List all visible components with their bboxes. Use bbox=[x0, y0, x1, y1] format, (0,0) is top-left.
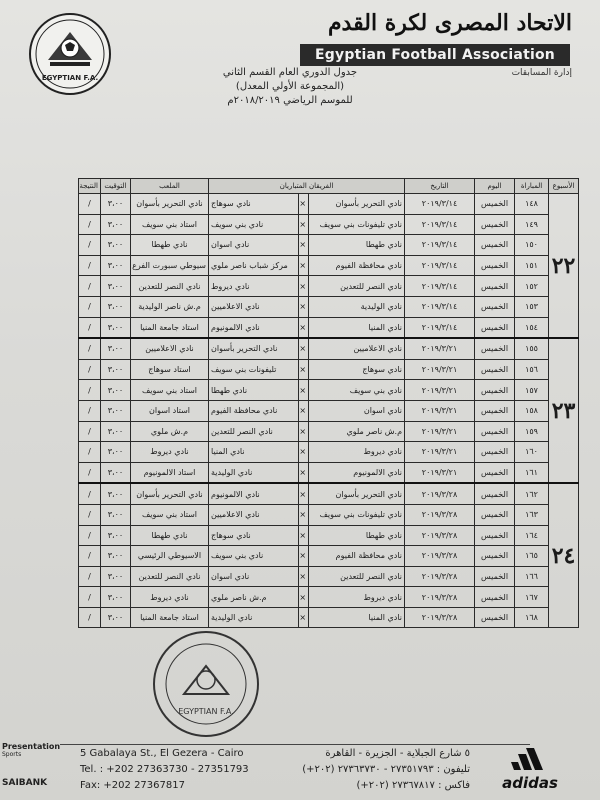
match-date: ٢٠١٩/٣/١٤ bbox=[405, 255, 475, 276]
home-team: نادي الاعلاميين bbox=[309, 338, 405, 359]
away-team: م.ش ناصر ملوي bbox=[209, 587, 299, 608]
footer-address-en: 5 Gabalaya St., El Gezera - Cairo bbox=[80, 748, 244, 759]
match-number: ١٦١ bbox=[515, 462, 549, 483]
away-team: نادي الوليدية bbox=[209, 462, 299, 483]
match-result: / bbox=[79, 442, 101, 463]
match-number: ١٦٠ bbox=[515, 442, 549, 463]
match-result: / bbox=[79, 546, 101, 567]
away-team: نادي بني سويف bbox=[209, 214, 299, 235]
footer-english-contact bbox=[80, 746, 249, 794]
match-stadium: استاد جامعة المنيا bbox=[131, 607, 209, 628]
table-row bbox=[79, 338, 579, 359]
vs-symbol: × bbox=[299, 607, 309, 628]
match-time: ٣،٠٠ bbox=[101, 566, 131, 587]
department-label: إدارة المسابقات bbox=[511, 68, 572, 78]
match-result: / bbox=[79, 483, 101, 504]
home-team: نادي ديروط bbox=[309, 442, 405, 463]
header-result: النتيجة bbox=[79, 179, 101, 194]
away-team: نادي اسوان bbox=[209, 235, 299, 256]
schedule-title-line2: (المجموعة الأولي المعدل) bbox=[235, 81, 345, 92]
match-time: ٣،٠٠ bbox=[101, 525, 131, 546]
match-stadium: استاد جامعة المنيا bbox=[131, 317, 209, 338]
schedule-title-line3: للموسم الرياضي ٢٠١٨/٢٠١٩م bbox=[227, 95, 353, 106]
table-row bbox=[79, 194, 579, 215]
match-number: ١٦٥ bbox=[515, 546, 549, 567]
vs-symbol: × bbox=[299, 380, 309, 401]
match-result: / bbox=[79, 504, 101, 525]
match-number: ١٦٤ bbox=[515, 525, 549, 546]
stamp-text: EGYPTIAN F.A. bbox=[178, 707, 234, 716]
match-stadium: الاسيوطي الرئيسي bbox=[131, 546, 209, 567]
footer-arabic-contact bbox=[302, 746, 470, 794]
match-result: / bbox=[79, 380, 101, 401]
match-day: الخميس bbox=[475, 504, 515, 525]
match-day: الخميس bbox=[475, 525, 515, 546]
footer-tel-en: Tel. : +202 27363730 - 27351793 bbox=[80, 764, 249, 775]
vs-symbol: × bbox=[299, 421, 309, 442]
footer-tel-ar: تليفون : ٢٧٣٥١٧٩٣ - ٢٧٣٦٣٧٣٠ (٢٠٢+) bbox=[302, 764, 470, 775]
schedule-title bbox=[190, 66, 390, 108]
match-date: ٢٠١٩/٣/٢٨ bbox=[405, 525, 475, 546]
header-teams: الفريقان المتباريان bbox=[209, 179, 405, 194]
away-team: نادي الالمونيوم bbox=[209, 483, 299, 504]
match-date: ٢٠١٩/٣/٢٨ bbox=[405, 483, 475, 504]
match-result: / bbox=[79, 462, 101, 483]
header-day: اليوم bbox=[475, 179, 515, 194]
home-team: م.ش ناصر ملوي bbox=[309, 421, 405, 442]
home-team: نادي الالمونيوم bbox=[309, 462, 405, 483]
match-time: ٣،٠٠ bbox=[101, 255, 131, 276]
match-date: ٢٠١٩/٣/١٤ bbox=[405, 194, 475, 215]
match-day: الخميس bbox=[475, 338, 515, 359]
vs-symbol: × bbox=[299, 504, 309, 525]
match-day: الخميس bbox=[475, 483, 515, 504]
footer-fax-en: Fax: +202 27367817 bbox=[80, 780, 185, 791]
match-number: ١٤٨ bbox=[515, 194, 549, 215]
sponsor-adidas bbox=[500, 748, 560, 792]
match-number: ١٤٩ bbox=[515, 214, 549, 235]
table-row bbox=[79, 400, 579, 421]
match-number: ١٥٦ bbox=[515, 359, 549, 380]
match-day: الخميس bbox=[475, 607, 515, 628]
match-stadium: نادي النصر للتعدين bbox=[131, 276, 209, 297]
match-result: / bbox=[79, 566, 101, 587]
match-result: / bbox=[79, 421, 101, 442]
table-row bbox=[79, 380, 579, 401]
home-team: نادي المنيا bbox=[309, 607, 405, 628]
match-stadium: استاد سوهاج bbox=[131, 359, 209, 380]
match-day: الخميس bbox=[475, 380, 515, 401]
match-number: ١٦٣ bbox=[515, 504, 549, 525]
away-team: نادي بني سويف bbox=[209, 546, 299, 567]
week-number: ٢٣ bbox=[549, 338, 579, 483]
table-row bbox=[79, 442, 579, 463]
table-row bbox=[79, 587, 579, 608]
match-time: ٣،٠٠ bbox=[101, 276, 131, 297]
match-date: ٢٠١٩/٣/٢١ bbox=[405, 359, 475, 380]
sponsor-presentation bbox=[2, 742, 64, 758]
vs-symbol: × bbox=[299, 338, 309, 359]
match-date: ٢٠١٩/٣/٢١ bbox=[405, 442, 475, 463]
away-team: نادي التحرير بأسوان bbox=[209, 338, 299, 359]
home-team: نادي الوليدية bbox=[309, 296, 405, 317]
home-team: نادي اسوان bbox=[309, 400, 405, 421]
away-team: نادي الوليدية bbox=[209, 607, 299, 628]
home-team: نادي المنيا bbox=[309, 317, 405, 338]
match-number: ١٥٢ bbox=[515, 276, 549, 297]
table-row bbox=[79, 483, 579, 504]
match-stadium: نادي ديروط bbox=[131, 442, 209, 463]
header-time: التوقيت bbox=[101, 179, 131, 194]
table-row bbox=[79, 566, 579, 587]
sponsor-saibank: SAIBANK bbox=[2, 778, 48, 788]
match-day: الخميس bbox=[475, 235, 515, 256]
official-stamp bbox=[150, 628, 262, 740]
match-time: ٣،٠٠ bbox=[101, 587, 131, 608]
vs-symbol: × bbox=[299, 255, 309, 276]
vs-symbol: × bbox=[299, 462, 309, 483]
match-date: ٢٠١٩/٣/٢٨ bbox=[405, 546, 475, 567]
match-number: ١٥١ bbox=[515, 255, 549, 276]
vs-symbol: × bbox=[299, 214, 309, 235]
match-day: الخميس bbox=[475, 421, 515, 442]
match-result: / bbox=[79, 276, 101, 297]
match-number: ١٦٧ bbox=[515, 587, 549, 608]
match-result: / bbox=[79, 359, 101, 380]
match-date: ٢٠١٩/٣/٢١ bbox=[405, 421, 475, 442]
match-result: / bbox=[79, 525, 101, 546]
match-stadium: استاد بني سويف bbox=[131, 504, 209, 525]
schedule-title-line1: جدول الدوري العام القسم الثاني bbox=[222, 67, 358, 78]
vs-symbol: × bbox=[299, 235, 309, 256]
match-number: ١٥٧ bbox=[515, 380, 549, 401]
sponsor-presentation-sub: Sports bbox=[2, 751, 22, 758]
table-row bbox=[79, 235, 579, 256]
home-team: نادي بني سويف bbox=[309, 380, 405, 401]
away-team: نادي الالمونيوم bbox=[209, 317, 299, 338]
vs-symbol: × bbox=[299, 194, 309, 215]
table-row bbox=[79, 525, 579, 546]
match-result: / bbox=[79, 400, 101, 421]
match-stadium: نادي طهطا bbox=[131, 235, 209, 256]
table-row bbox=[79, 607, 579, 628]
match-day: الخميس bbox=[475, 255, 515, 276]
away-team: نادي الاعلاميين bbox=[209, 504, 299, 525]
match-time: ٣،٠٠ bbox=[101, 380, 131, 401]
vs-symbol: × bbox=[299, 546, 309, 567]
match-time: ٣،٠٠ bbox=[101, 421, 131, 442]
match-stadium: استاد بني سويف bbox=[131, 214, 209, 235]
match-time: ٣،٠٠ bbox=[101, 317, 131, 338]
match-time: ٣،٠٠ bbox=[101, 483, 131, 504]
match-date: ٢٠١٩/٣/١٤ bbox=[405, 317, 475, 338]
vs-symbol: × bbox=[299, 317, 309, 338]
home-team: نادي النصر للتعدين bbox=[309, 276, 405, 297]
match-stadium: استاد بني سويف bbox=[131, 380, 209, 401]
adidas-wordmark: adidas bbox=[502, 774, 558, 792]
away-team: تليفونات بني سويف bbox=[209, 359, 299, 380]
home-team: نادي طهطا bbox=[309, 525, 405, 546]
header-match: المباراة bbox=[515, 179, 549, 194]
match-number: ١٥٨ bbox=[515, 400, 549, 421]
table-row bbox=[79, 504, 579, 525]
match-stadium: نادي النصر للتعدين bbox=[131, 566, 209, 587]
match-number: ١٦٢ bbox=[515, 483, 549, 504]
match-number: ١٥٤ bbox=[515, 317, 549, 338]
match-date: ٢٠١٩/٣/١٤ bbox=[405, 296, 475, 317]
week-number: ٢٤ bbox=[549, 483, 579, 628]
match-date: ٢٠١٩/٣/١٤ bbox=[405, 276, 475, 297]
home-team: نادي طهطا bbox=[309, 235, 405, 256]
match-day: الخميس bbox=[475, 194, 515, 215]
match-day: الخميس bbox=[475, 587, 515, 608]
match-number: ١٥٣ bbox=[515, 296, 549, 317]
away-team: نادي المنيا bbox=[209, 442, 299, 463]
match-date: ٢٠١٩/٣/٢٨ bbox=[405, 504, 475, 525]
match-date: ٢٠١٩/٣/١٤ bbox=[405, 214, 475, 235]
home-team: نادي التحرير بأسوان bbox=[309, 483, 405, 504]
away-team: نادي النصر للتعدين bbox=[209, 421, 299, 442]
match-time: ٣،٠٠ bbox=[101, 235, 131, 256]
match-time: ٣،٠٠ bbox=[101, 462, 131, 483]
table-row bbox=[79, 296, 579, 317]
match-result: / bbox=[79, 194, 101, 215]
away-team: نادي ديروط bbox=[209, 276, 299, 297]
match-result: / bbox=[79, 296, 101, 317]
header-title-arabic: الاتحاد المصرى لكرة القدم bbox=[327, 10, 572, 36]
away-team: نادي سوهاج bbox=[209, 194, 299, 215]
match-day: الخميس bbox=[475, 442, 515, 463]
match-day: الخميس bbox=[475, 296, 515, 317]
table-row bbox=[79, 462, 579, 483]
away-team: نادي محافظة الفيوم bbox=[209, 400, 299, 421]
away-team: نادي اسوان bbox=[209, 566, 299, 587]
match-time: ٣،٠٠ bbox=[101, 296, 131, 317]
table-row bbox=[79, 359, 579, 380]
footer-divider bbox=[60, 744, 530, 745]
match-result: / bbox=[79, 214, 101, 235]
table-row bbox=[79, 317, 579, 338]
table-row bbox=[79, 421, 579, 442]
match-stadium: نادي طهطا bbox=[131, 525, 209, 546]
match-date: ٢٠١٩/٣/٢١ bbox=[405, 380, 475, 401]
match-day: الخميس bbox=[475, 317, 515, 338]
match-date: ٢٠١٩/٣/٢١ bbox=[405, 338, 475, 359]
adidas-stripes-icon bbox=[510, 748, 550, 770]
efa-logo bbox=[28, 12, 112, 96]
header-date: التاريخ bbox=[405, 179, 475, 194]
match-day: الخميس bbox=[475, 276, 515, 297]
match-stadium: استاد الالمونيوم bbox=[131, 462, 209, 483]
home-team: نادي محافظة الفيوم bbox=[309, 546, 405, 567]
match-stadium: م.ش ملوي bbox=[131, 421, 209, 442]
match-day: الخميس bbox=[475, 214, 515, 235]
match-day: الخميس bbox=[475, 462, 515, 483]
table-row bbox=[79, 255, 579, 276]
vs-symbol: × bbox=[299, 296, 309, 317]
home-team: نادي سوهاج bbox=[309, 359, 405, 380]
match-day: الخميس bbox=[475, 400, 515, 421]
away-team: نادي الاعلاميين bbox=[209, 296, 299, 317]
vs-symbol: × bbox=[299, 566, 309, 587]
match-stadium: نادي التحرير بأسوان bbox=[131, 194, 209, 215]
match-time: ٣،٠٠ bbox=[101, 607, 131, 628]
match-time: ٣،٠٠ bbox=[101, 546, 131, 567]
header-week: الأسبوع bbox=[549, 179, 579, 194]
match-result: / bbox=[79, 255, 101, 276]
sponsor-presentation-name: Presentation bbox=[2, 742, 61, 751]
away-team: نادي سوهاج bbox=[209, 525, 299, 546]
match-result: / bbox=[79, 607, 101, 628]
match-number: ١٥٩ bbox=[515, 421, 549, 442]
match-day: الخميس bbox=[475, 546, 515, 567]
match-number: ١٦٨ bbox=[515, 607, 549, 628]
vs-symbol: × bbox=[299, 587, 309, 608]
match-stadium: نادي الاعلاميين bbox=[131, 338, 209, 359]
match-stadium: سيوطي سبورت الفرع bbox=[131, 255, 209, 276]
match-result: / bbox=[79, 317, 101, 338]
vs-symbol: × bbox=[299, 442, 309, 463]
match-date: ٢٠١٩/٣/١٤ bbox=[405, 235, 475, 256]
match-result: / bbox=[79, 235, 101, 256]
schedule-table-wrap bbox=[78, 178, 578, 628]
match-time: ٣،٠٠ bbox=[101, 359, 131, 380]
match-stadium: استاد اسوان bbox=[131, 400, 209, 421]
match-number: ١٦٦ bbox=[515, 566, 549, 587]
match-stadium: م.ش ناصر الوليدية bbox=[131, 296, 209, 317]
home-team: نادي النصر للتعدين bbox=[309, 566, 405, 587]
match-time: ٣،٠٠ bbox=[101, 214, 131, 235]
table-header-row bbox=[79, 179, 579, 194]
match-stadium: نادي ديروط bbox=[131, 587, 209, 608]
vs-symbol: × bbox=[299, 483, 309, 504]
header-title-english: Egyptian Football Association bbox=[300, 44, 570, 66]
vs-symbol: × bbox=[299, 525, 309, 546]
match-stadium: نادي التحرير بأسوان bbox=[131, 483, 209, 504]
footer-address-ar: ٥ شارع الجبلاية - الجزيرة - القاهرة bbox=[325, 748, 470, 759]
match-day: الخميس bbox=[475, 359, 515, 380]
match-number: ١٥٠ bbox=[515, 235, 549, 256]
match-date: ٢٠١٩/٣/٢١ bbox=[405, 462, 475, 483]
week-number: ٢٢ bbox=[549, 194, 579, 339]
match-result: / bbox=[79, 338, 101, 359]
home-team: نادي محافظة الفيوم bbox=[309, 255, 405, 276]
match-time: ٣،٠٠ bbox=[101, 504, 131, 525]
match-day: الخميس bbox=[475, 566, 515, 587]
table-row bbox=[79, 214, 579, 235]
away-team: نادي طهطا bbox=[209, 380, 299, 401]
home-team: نادي التحرير بأسوان bbox=[309, 194, 405, 215]
match-number: ١٥٥ bbox=[515, 338, 549, 359]
match-date: ٢٠١٩/٣/٢٨ bbox=[405, 607, 475, 628]
match-date: ٢٠١٩/٣/٢١ bbox=[405, 400, 475, 421]
match-result: / bbox=[79, 587, 101, 608]
home-team: نادي ديروط bbox=[309, 587, 405, 608]
vs-symbol: × bbox=[299, 400, 309, 421]
match-time: ٣،٠٠ bbox=[101, 400, 131, 421]
match-date: ٢٠١٩/٣/٢٨ bbox=[405, 587, 475, 608]
match-date: ٢٠١٩/٣/٢٨ bbox=[405, 566, 475, 587]
home-team: نادي تليفونات بني سويف bbox=[309, 214, 405, 235]
match-time: ٣،٠٠ bbox=[101, 338, 131, 359]
table-row bbox=[79, 546, 579, 567]
vs-symbol: × bbox=[299, 359, 309, 380]
header-stadium: الملعب bbox=[131, 179, 209, 194]
match-time: ٣،٠٠ bbox=[101, 442, 131, 463]
away-team: مركز شباب ناصر ملوي bbox=[209, 255, 299, 276]
vs-symbol: × bbox=[299, 276, 309, 297]
schedule-table bbox=[78, 178, 579, 628]
table-row bbox=[79, 276, 579, 297]
match-time: ٣،٠٠ bbox=[101, 194, 131, 215]
footer-fax-ar: فاكس : ٢٧٣٦٧٨١٧ (٢٠٢+) bbox=[356, 780, 470, 791]
logo-text: EGYPTIAN F.A. bbox=[41, 74, 99, 82]
home-team: نادي تليفونات بني سويف bbox=[309, 504, 405, 525]
schedule-table-body bbox=[79, 194, 579, 628]
